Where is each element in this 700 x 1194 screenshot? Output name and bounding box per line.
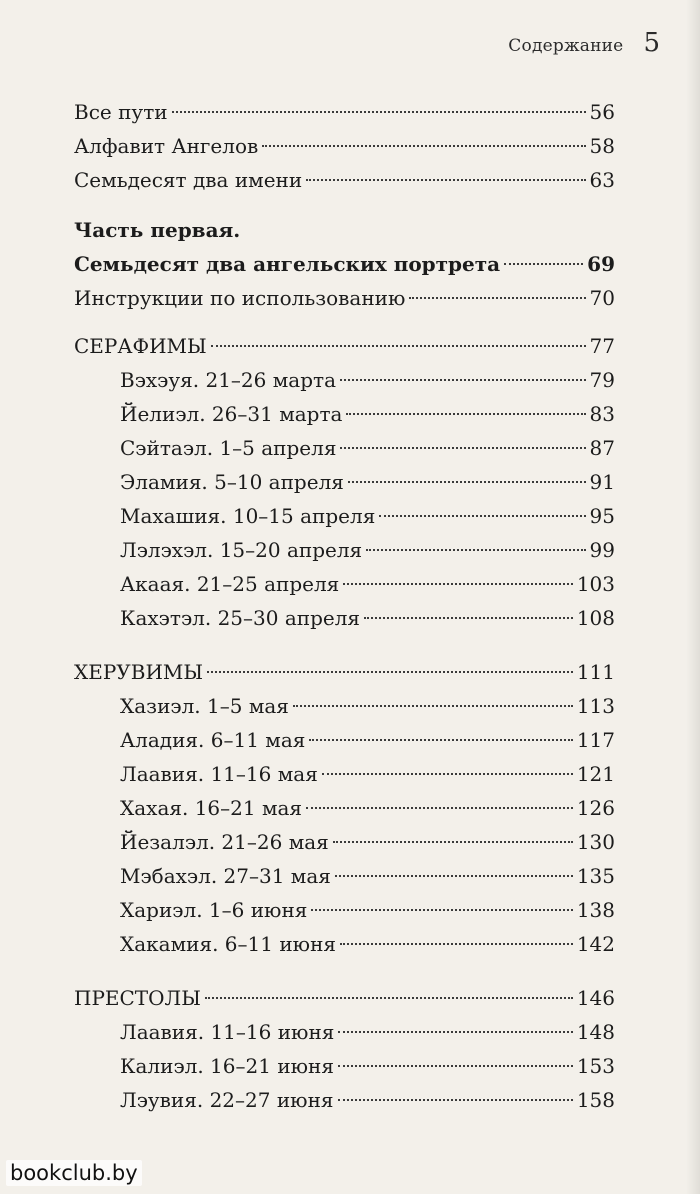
toc-entry-title: Акаая. 21–25 апреля [120,572,340,596]
dot-leader [311,909,572,911]
toc-entry [74,830,615,864]
toc-entry-title: Махашия. 10–15 апреля [120,504,376,528]
dot-leader [293,705,573,707]
toc-entry-title: Все пути [74,100,168,124]
toc-entry-page: 148 [576,1020,615,1044]
toc-entry-page: 77 [589,334,615,358]
toc-entry-title: Хариэл. 1–6 июня [120,898,308,922]
toc-entry-page: 87 [589,436,615,460]
toc-entry-page: 138 [576,898,615,922]
toc-entry-page: 99 [589,538,615,562]
toc-section-cherubim [74,660,615,694]
toc-entry-instructions [74,286,615,320]
page-edge-shadow [686,0,700,1194]
dot-leader [343,583,573,585]
dot-leader [340,447,585,449]
toc-entry [74,898,615,932]
toc-entry-page: 83 [589,402,615,426]
dot-leader [322,773,573,775]
toc-entry-title: Семьдесят два ангельских портрета [74,252,501,276]
toc-entry-title: Сэйтаэл. 1–5 апреля [120,436,337,460]
toc-entry-page: 158 [576,1088,615,1112]
toc-entry [74,368,615,402]
toc-entry-portraits [74,252,615,286]
toc-entry-page: 95 [589,504,615,528]
toc-entry-page: 146 [576,986,615,1010]
toc-entry-page: 103 [576,572,615,596]
toc-section-thrones [74,986,615,1020]
toc-entry-page: 153 [576,1054,615,1078]
dot-leader [335,875,573,877]
dot-leader [309,739,572,741]
toc-entry [74,606,615,640]
running-head-title: Содержание [508,36,624,56]
dot-leader [340,943,573,945]
toc-entry-title: Эламия. 5–10 апреля [120,470,344,494]
toc-entry [74,1020,615,1054]
toc-entry-page: 117 [576,728,615,752]
toc-section-title: СЕРАФИМЫ [74,334,207,358]
dot-leader [306,179,585,181]
site-watermark: bookclub.by [6,1160,142,1186]
toc-entry-page: 79 [589,368,615,392]
toc-entry-page: 135 [576,864,615,888]
toc-entry [74,694,615,728]
dot-leader [340,379,586,381]
toc-entry-title: Калиэл. 16–21 июня [120,1054,335,1078]
toc-entry [74,796,615,830]
toc-entry [74,504,615,538]
toc-entry-title: Лаавия. 11–16 июня [120,1020,335,1044]
toc-entry-page: 63 [589,168,615,192]
toc-entry [74,728,615,762]
toc-entry [74,402,615,436]
toc-part-label-text: Часть первая. [74,218,241,242]
dot-leader [379,515,585,517]
toc-section-title: ПРЕСТОЛЫ [74,986,201,1010]
dot-leader [504,263,583,265]
dot-leader [348,481,586,483]
toc-entry-all-paths [74,100,615,134]
toc-entry-seventy-two-names [74,168,615,202]
toc-entry [74,762,615,796]
table-of-contents [74,100,615,1122]
toc-entry-title: Мэбахэл. 27–31 мая [120,864,331,888]
dot-leader [306,807,573,809]
toc-entry-title: Хазиэл. 1–5 мая [120,694,289,718]
toc-entry [74,572,615,606]
toc-entry [74,470,615,504]
toc-entry-title: Семьдесят два имени [74,168,303,192]
toc-entry-page: 58 [589,134,615,158]
toc-entry-page: 108 [576,606,615,630]
toc-entry-page: 69 [587,252,615,276]
toc-section-title: ХЕРУВИМЫ [74,660,204,684]
dot-leader [211,345,586,347]
page-number: 5 [643,28,660,58]
toc-entry-title: Лэлэхэл. 15–20 апреля [120,538,363,562]
toc-entry [74,436,615,470]
running-head [508,28,660,58]
toc-entry-page: 121 [576,762,615,786]
toc-entry-angel-alphabet [74,134,615,168]
toc-entry-title: Алфавит Ангелов [74,134,259,158]
dot-leader [172,111,586,113]
dot-leader [364,617,573,619]
toc-section-seraphim [74,334,615,368]
toc-entry-title: Лэувия. 22–27 июня [120,1088,334,1112]
toc-entry-page: 111 [576,660,615,684]
dot-leader [338,1065,573,1067]
toc-part-label [74,218,615,252]
toc-entry [74,1088,615,1122]
dot-leader [409,297,585,299]
toc-entry-title: Аладия. 6–11 мая [120,728,306,752]
dot-leader [346,413,585,415]
toc-entry-page: 142 [576,932,615,956]
dot-leader [338,1099,573,1101]
toc-entry-page: 130 [576,830,615,854]
toc-entry-page: 126 [576,796,615,820]
toc-entry-title: Хахая. 16–21 мая [120,796,303,820]
toc-entry-title: Йелиэл. 26–31 марта [120,402,343,426]
toc-entry [74,538,615,572]
dot-leader [262,145,585,147]
toc-entry-page: 113 [576,694,615,718]
toc-entry [74,864,615,898]
toc-entry-title: Лаавия. 11–16 мая [120,762,318,786]
dot-leader [333,841,573,843]
toc-entry-title: Инструкции по использованию [74,286,406,310]
toc-entry-title: Йезалэл. 21–26 мая [120,830,329,854]
toc-entry-title: Хакамия. 6–11 июня [120,932,337,956]
toc-entry-page: 91 [589,470,615,494]
toc-entry [74,1054,615,1088]
toc-entry [74,932,615,966]
toc-entry-title: Кахэтэл. 25–30 апреля [120,606,361,630]
dot-leader [338,1031,572,1033]
dot-leader [205,997,573,999]
toc-entry-page: 56 [589,100,615,124]
toc-entry-title: Вэхэуя. 21–26 марта [120,368,337,392]
dot-leader [366,549,585,551]
toc-entry-page: 70 [589,286,615,310]
dot-leader [207,671,573,673]
